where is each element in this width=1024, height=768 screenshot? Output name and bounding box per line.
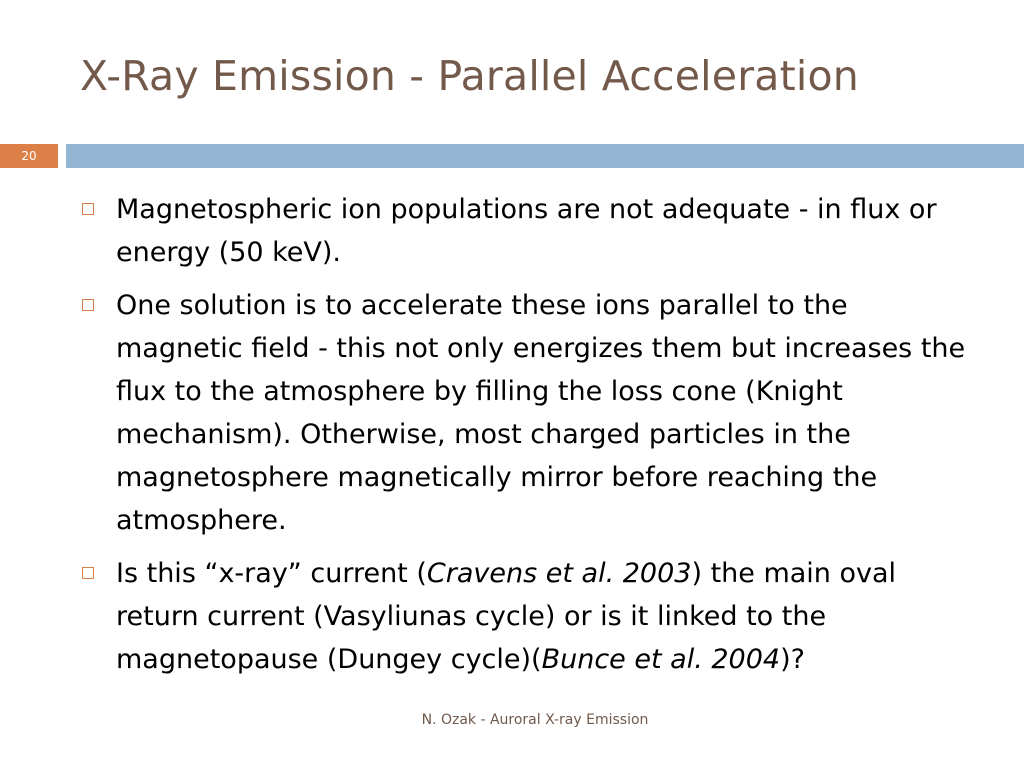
bullet-text-part: ) the main oval return current (Vasyliunas cycle) or is it linked to the magnetopause (Dungey cycle)( [116, 558, 897, 675]
bullet-item [80, 284, 980, 542]
slide-title: X-Ray Emission - Parallel Acceleration [80, 52, 859, 100]
bullet-item [80, 552, 980, 681]
bullet-text-part: Is this “x-ray” current ( [116, 558, 427, 589]
citation-bunce: Bunce et al. 2004 [541, 644, 781, 675]
slide-footer: N. Ozak - Auroral X-ray Emission [421, 712, 649, 728]
citation-cravens: Cravens et al. 2003 [426, 558, 692, 589]
square-bullet-icon [82, 567, 94, 579]
bullet-text: One solution is to accelerate these ions parallel to the magnetic field - this not only energizes them but increases the flux to the atmosphere by filling the loss cone (Knight mechanism). Otherwise, most charged particles in the magnetosphere magnetically mirror before reaching the atmosphere. [116, 290, 966, 536]
title-rule [66, 144, 1024, 168]
slide-number-badge: 20 [0, 144, 58, 168]
bullet-item [80, 188, 980, 274]
square-bullet-icon [82, 203, 94, 215]
square-bullet-icon [82, 299, 94, 311]
header-bar [0, 144, 1024, 168]
bullet-list [80, 188, 980, 691]
bullet-text-part: )? [780, 644, 805, 675]
bullet-text: Magnetospheric ion populations are not adequate - in flux or energy (50 keV). [116, 194, 937, 268]
